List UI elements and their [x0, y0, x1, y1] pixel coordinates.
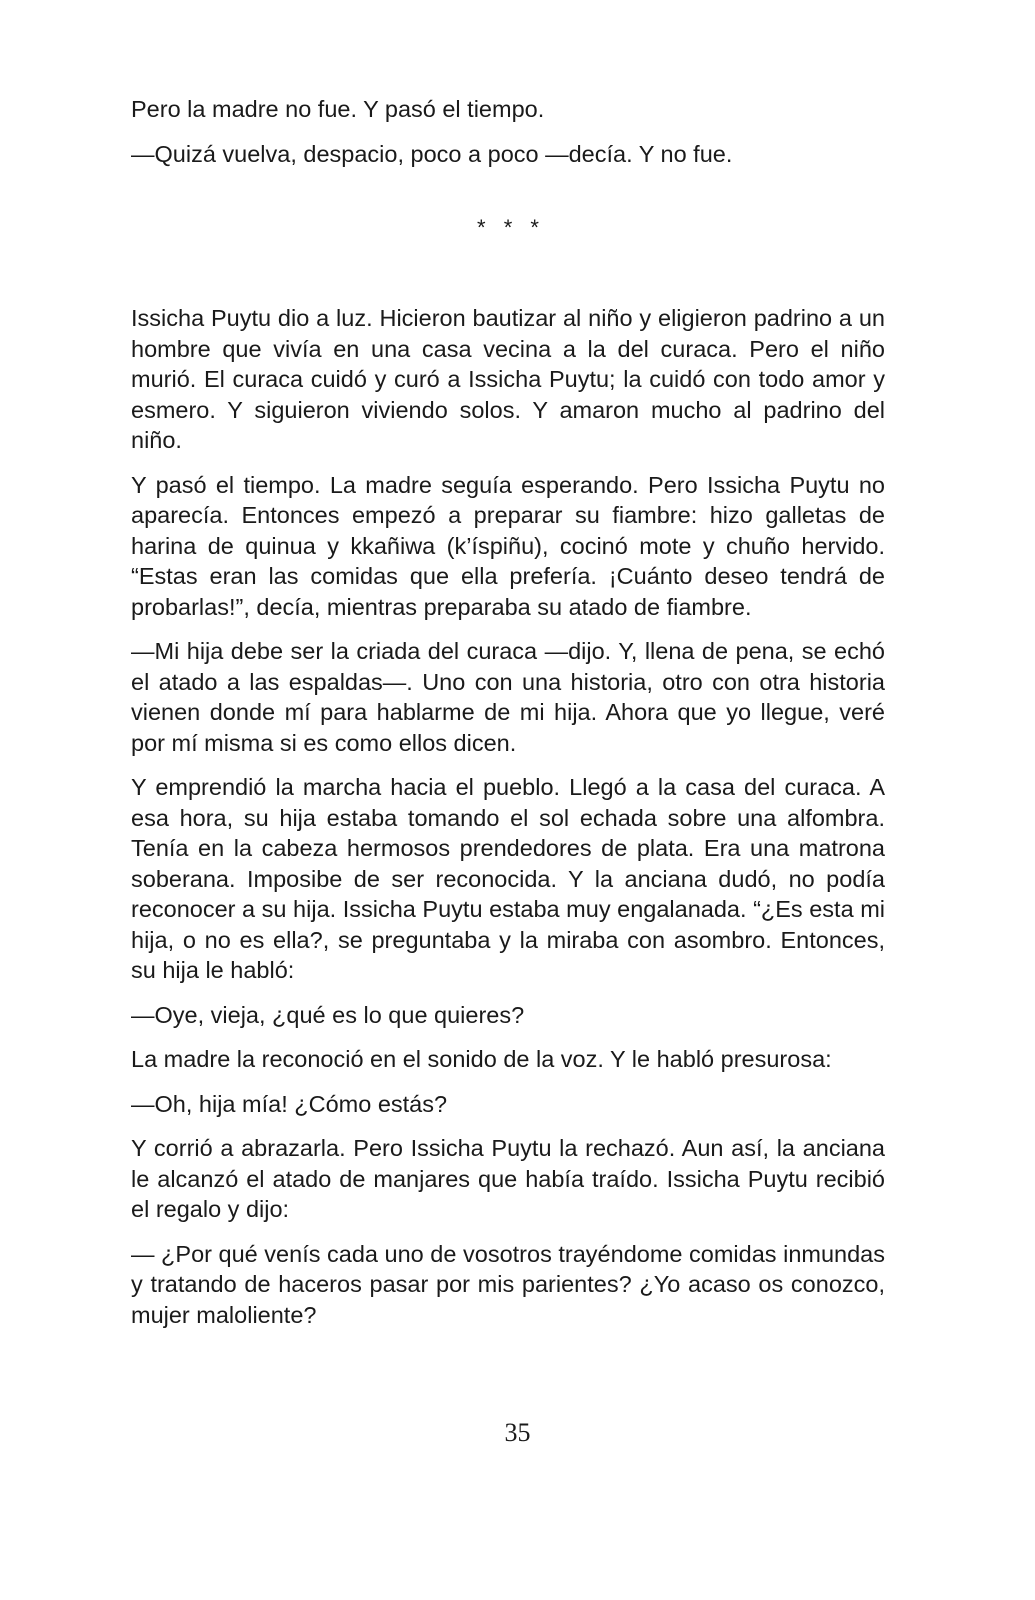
paragraph: Pero la madre no fue. Y pasó el tiempo. [131, 96, 545, 122]
page-number: 35 [504, 1418, 531, 1447]
paragraph: —Oh, hija mía! ¿Cómo estás? [131, 1090, 448, 1117]
page-body [131, 94, 885, 1344]
paragraph: —Oye, vieja, ¿qué es lo que quieres? [131, 1001, 525, 1028]
paragraph: Y pasó el tiempo. La madre seguía esperando. Pero Issicha Puytu no aparecía. Entonces empezó a preparar su fiambre: hizo galletas de harina de quinua y kkañiwa (k’íspiñu), cocinó mote y chuño hervido. “Estas eran las comidas que ella prefería. ¡Cuánto deseo tendrá de probarlas!”, decía, mientras preparaba su atado de fiambre. [131, 471, 885, 620]
paragraph: — ¿Por qué venís cada uno de vosotros trayéndome comidas inmundas y tratando de haceros pasar por mis parientes? ¿Yo acaso os conozco, mujer maloliente? [131, 1240, 885, 1328]
section-separator: * * * [477, 215, 545, 240]
paragraph: —Mi hija debe ser la criada del curaca —dijo. Y, llena de pena, se echó el atado a las espaldas—. Uno con una historia, otro con otra historia vienen donde mí para hablarme de mi hija. Ahora que yo llegue, veré por mí misma si es como ellos dicen. [131, 638, 885, 756]
paragraph: Y emprendió la marcha hacia el pueblo. Llegó a la casa del curaca. A esa hora, su hija estaba tomando el sol echada sobre una alfombra. Tenía en la cabeza hermosos prendedores de plata. Era una matrona soberana. Imposibe de ser reconocida. Y la anciana dudó, no podía reconocer a su hija. Issicha Puytu estaba muy engalanada. “¿Es esta mi hija, o no es ella?, se preguntaba y la miraba con asombro. Entonces, su hija le habló: [131, 774, 885, 983]
paragraph: Y corrió a abrazarla. Pero Issicha Puytu la rechazó. Aun así, la anciana le alcanzó el atado de manjares que había traído. Issicha Puytu recibió el regalo y dijo: [131, 1135, 885, 1222]
paragraph: Issicha Puytu dio a luz. Hicieron bautizar al niño y eligieron padrino a un hombre que vivía en una casa vecina a la del curaca. Pero el niño murió. El curaca cuidó y curó a Issicha Puytu; la cuidó con todo amor y esmero. Y siguieron viviendo solos. Y amaron mucho al padrino del niño. [131, 305, 885, 453]
paragraph: La madre la reconoció en el sonido de la voz. Y le habló presurosa: [131, 1046, 832, 1072]
paragraph: —Quizá vuelva, despacio, poco a poco —decía. Y no fue. [131, 140, 733, 167]
